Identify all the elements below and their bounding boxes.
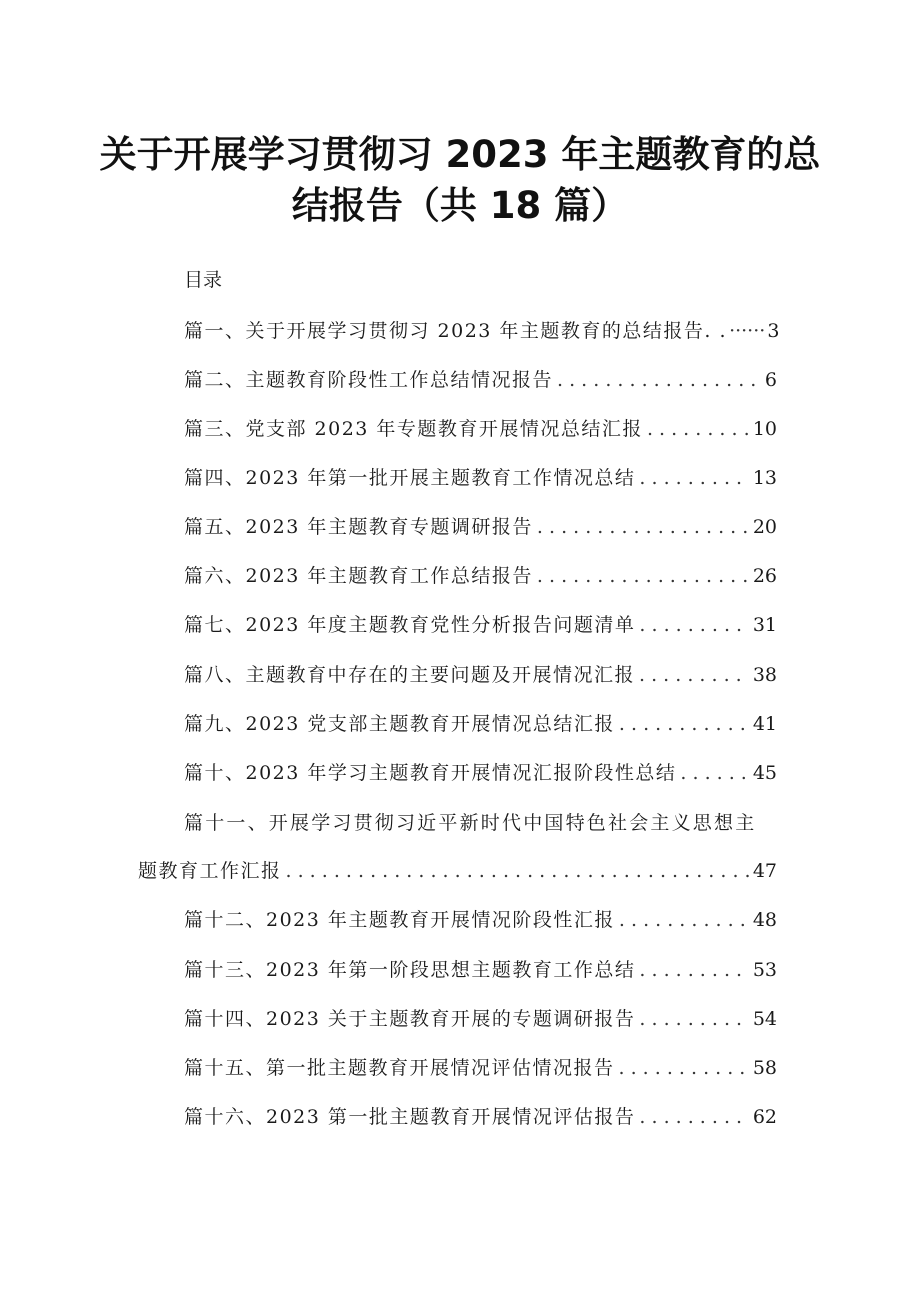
- toc-entry-leader: [619, 1053, 749, 1083]
- toc-entry-14[interactable]: [184, 1004, 777, 1034]
- toc-entry-10[interactable]: [184, 758, 777, 788]
- toc-entry-page: 41: [752, 713, 777, 735]
- toc-entry-page: 26: [752, 565, 777, 587]
- toc-entry-page: 53: [752, 959, 777, 981]
- toc-entry-1[interactable]: [184, 316, 780, 346]
- toc-entry-leader: [619, 709, 749, 739]
- toc-entry-11-label-line-1[interactable]: 篇十一、开展学习贯彻习近平新时代中国特色社会主义思想主: [184, 812, 757, 834]
- toc-entry-page: 54: [752, 1008, 777, 1030]
- toc-entry-leader: [647, 414, 749, 444]
- toc-entry-page: 48: [752, 909, 777, 931]
- toc-heading: 目录: [184, 269, 223, 291]
- toc-entry-6[interactable]: [184, 561, 777, 591]
- toc-entry-leader: [537, 561, 749, 591]
- toc-entry-page: 6: [764, 369, 777, 391]
- toc-entry-leader: [557, 365, 761, 395]
- toc-entry-label: 篇六、2023 年主题教育工作总结报告: [184, 565, 533, 587]
- toc-entry-2[interactable]: [184, 365, 777, 395]
- toc-entry-leader: [619, 905, 749, 935]
- toc-entry-label: 篇十、2023 年学习主题教育开展情况汇报阶段性总结: [184, 762, 677, 784]
- toc-entry-label: 篇十五、第一批主题教育开展情况评估情况报告: [184, 1057, 615, 1079]
- toc-entry-page: 62: [752, 1106, 777, 1128]
- toc-entry-leader: [639, 1102, 748, 1132]
- toc-entry-9[interactable]: [184, 709, 777, 739]
- toc-entry-4[interactable]: [184, 463, 777, 493]
- toc-entry-label: 篇九、2023 党支部主题教育开展情况总结汇报: [184, 713, 615, 735]
- toc-entry-5[interactable]: [184, 512, 777, 542]
- toc-entry-label: 题教育工作汇报: [138, 860, 282, 882]
- toc-entry-page: 47: [752, 860, 777, 882]
- toc-entry-label: 篇十六、2023 第一批主题教育开展情况评估报告: [184, 1106, 636, 1128]
- toc-entry-13[interactable]: [184, 955, 777, 985]
- document-title-line-2: 结报告（共 18 篇）: [291, 184, 629, 227]
- toc-entry-page: 38: [752, 664, 777, 686]
- toc-entry-11[interactable]: [138, 856, 777, 886]
- toc-entry-label: 篇二、主题教育阶段性工作总结情况报告: [184, 369, 554, 391]
- toc-entry-8[interactable]: [184, 660, 777, 690]
- toc-entry-leader: [639, 955, 748, 985]
- toc-entry-15[interactable]: [184, 1053, 777, 1083]
- toc-entry-leader: [639, 610, 748, 640]
- toc-entry-3[interactable]: [184, 414, 777, 444]
- document-title-line-1: 关于开展学习贯彻习 2023 年主题教育的总: [99, 133, 821, 176]
- toc-entry-leader: [286, 856, 749, 886]
- toc-entry-label: 篇三、党支部 2023 年专题教育开展情况总结汇报: [184, 418, 643, 440]
- toc-entry-leader: [639, 1004, 748, 1034]
- toc-entry-page: 13: [752, 467, 777, 489]
- toc-entry-leader: [537, 512, 749, 542]
- toc-entry-12[interactable]: [184, 905, 777, 935]
- toc-entry-leader: ······: [729, 320, 766, 342]
- toc-entry-label: 篇四、2023 年第一批开展主题教育工作情况总结: [184, 467, 636, 489]
- toc-entry-label: 篇一、关于开展学习贯彻习 2023 年主题教育的总结报告. .: [184, 320, 728, 342]
- toc-entry-leader: [639, 463, 748, 493]
- toc-entry-leader: [639, 660, 749, 690]
- toc-entry-label: 篇八、主题教育中存在的主要问题及开展情况汇报: [184, 664, 636, 686]
- toc-entry-page: 20: [752, 516, 777, 538]
- toc-entry-page: 45: [752, 762, 777, 784]
- toc-entry-label: 篇七、2023 年度主题教育党性分析报告问题清单: [184, 614, 636, 636]
- toc-entry-label: 篇十三、2023 年第一阶段思想主题教育工作总结: [184, 959, 636, 981]
- toc-entry-16[interactable]: [184, 1102, 777, 1132]
- toc-entry-label: 篇十二、2023 年主题教育开展情况阶段性汇报: [184, 909, 615, 931]
- toc-entry-page: 31: [752, 614, 777, 636]
- toc-entry-page: 3: [767, 320, 780, 342]
- toc-entry-label: 篇五、2023 年主题教育专题调研报告: [184, 516, 533, 538]
- toc-entry-leader: [680, 758, 748, 788]
- toc-entry-page: 10: [752, 418, 777, 440]
- toc-entry-7[interactable]: [184, 610, 777, 640]
- toc-entry-label: 篇十四、2023 关于主题教育开展的专题调研报告: [184, 1008, 636, 1030]
- toc-entry-page: 58: [752, 1057, 777, 1079]
